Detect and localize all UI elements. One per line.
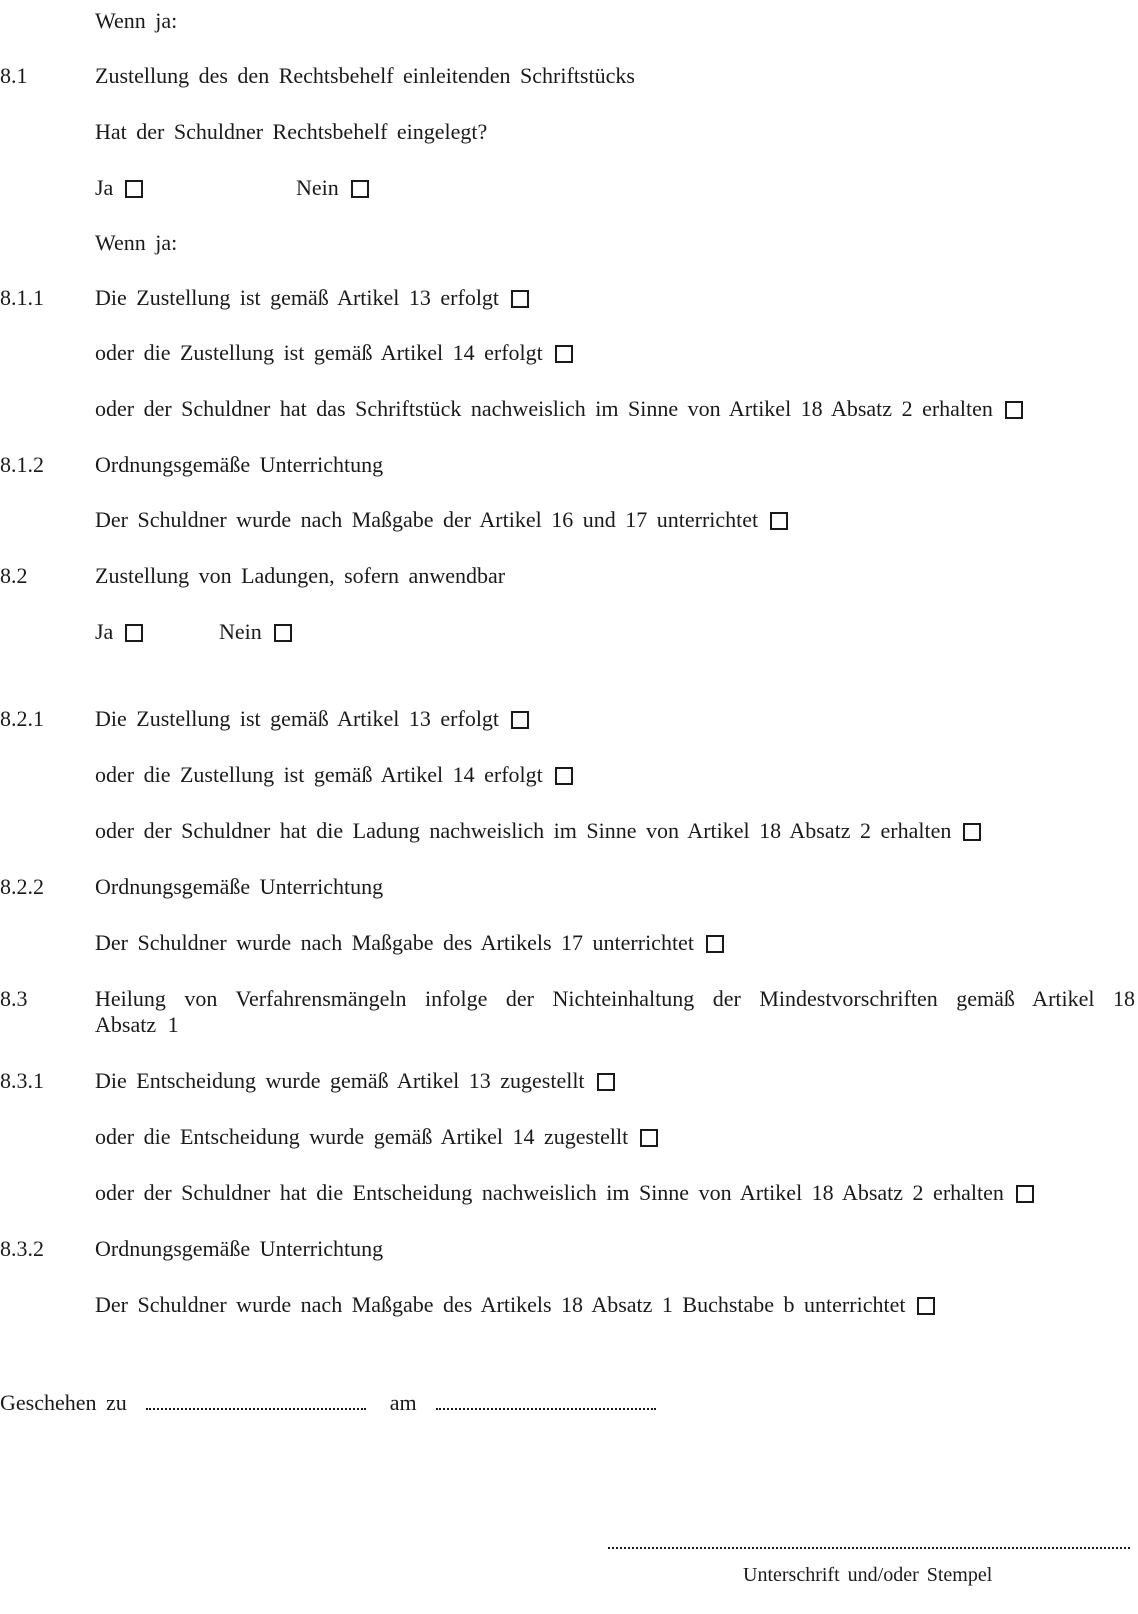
checkbox-8-1-1-b[interactable] [555, 345, 573, 363]
checkbox-8-1-1-a[interactable] [511, 290, 529, 308]
checkbox-8-3-1-c[interactable] [1016, 1185, 1034, 1203]
signature-label: Unterschrift und/oder Stempel [743, 1564, 993, 1586]
checkbox-8-3-2[interactable] [917, 1297, 935, 1315]
place-field[interactable] [146, 1392, 366, 1410]
checkbox-8-2-2[interactable] [706, 935, 724, 953]
option-nein-2: Nein [219, 619, 292, 645]
am-label: am [389, 1390, 417, 1415]
checkbox-8-1-2[interactable] [770, 512, 788, 530]
checkbox-8-3-1-b[interactable] [640, 1129, 658, 1147]
geschehen-zu-label: Geschehen zu [0, 1390, 127, 1415]
section-number: 8.1 [0, 63, 28, 88]
checkbox-8-3-1-a[interactable] [597, 1073, 615, 1091]
date-field[interactable] [436, 1392, 656, 1410]
option-nein-1: Nein [296, 175, 369, 201]
checkbox-8-1-1-c[interactable] [1005, 401, 1023, 419]
option-ja-1: Ja [95, 175, 143, 201]
nein-checkbox[interactable] [274, 624, 292, 642]
form-page: Wenn ja: 8.1 Zustellung des den Rechtsbehelf einleitenden Schriftstücks Hat der Schuldner Rechtsbehelf eingelegt? Ja Nein Wenn ja: 8.1.1 Die Zustellung ist gemäß Artikel 13 erfolgt oder die Zustellung ist gemäß Artikel 14 erfolgt oder der Schuldner hat das Schriftstück nachweislich im Sinne von Artikel 18 Absatz 2 erhalten 8.1.2 Ordnungsgemäße Unterrichtung Der Schuldner wurde nach Maßgabe der Artikel 16 und 17 unterrichtet 8.2 Zustellung von Ladungen, sofern anwendbar Ja Nein 8.2.1 Die Zustellung ist gemäß Artikel 13 erfolgt oder die Zustellung ist gemäß Artikel 14 erfolgt oder der Schuldner hat die Ladung nachweislich im Sinne von Artikel 18 Absatz 2 erhalten 8.2.2 Ordnungsgemäße Unterrichtung Der Schuldner wurde nach Maßgabe des Artikels 17 unterrichtet 8.3 Heilung von Verfahrensmängeln infolge der Nichteinhaltung der Mindestvorschriften gemäß Artikel 18 Absatz 1 8.3.1 Die Entscheidung wurde gemäß Artikel 13 zugestellt oder die Entscheidung wurde gemäß Artikel 14 zugestellt oder der Schuldner hat die Entscheidung nachweislich im Sinne von Artikel 18 Absatz 2 erhalten 8.3.2 Ordnungsgemäße Unterrichtung Der Schuldner wurde nach Maßgabe des Artikels 18 Absatz 1 Buchstabe b unterrichtet Geschehen zu am Unterschrift und/oder Stempel [0, 8, 1135, 1586]
checkbox-8-2-1-b[interactable] [555, 767, 573, 785]
option-ja-2: Ja [95, 619, 143, 645]
ja-checkbox[interactable] [125, 624, 143, 642]
ja-checkbox[interactable] [125, 180, 143, 198]
nein-checkbox[interactable] [351, 180, 369, 198]
signature-field[interactable] [608, 1547, 1130, 1549]
checkbox-8-2-1-c[interactable] [963, 823, 981, 841]
section-title: Zustellung des den Rechtsbehelf einleitenden Schriftstücks [95, 63, 635, 88]
checkbox-8-2-1-a[interactable] [511, 711, 529, 729]
